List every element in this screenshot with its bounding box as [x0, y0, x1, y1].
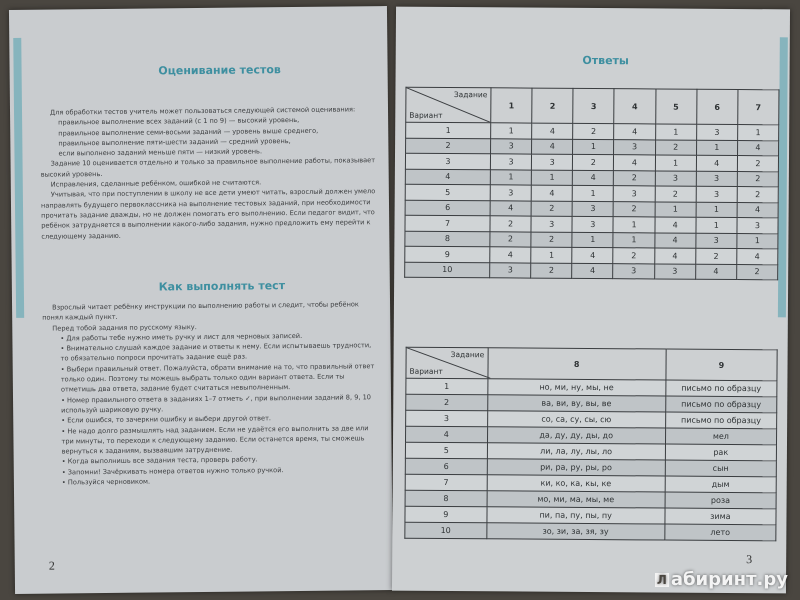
variant-cell: 7: [405, 215, 490, 231]
answers-table-2: [404, 347, 777, 542]
answer-cell: 4: [737, 140, 778, 156]
variant-cell: 8: [405, 490, 487, 507]
answer-cell: 4: [490, 247, 531, 263]
answer-cell: 3: [490, 154, 531, 170]
list-item: правильное выполнение всех заданий (с 1 по 9) — высокий уровень,: [58, 116, 300, 127]
answer-cell: ки, ко, ка, кы, ке: [487, 475, 665, 492]
header-variant-label: Вариант: [409, 110, 443, 120]
answer-cell: письмо по образцу: [665, 412, 776, 429]
answer-cell: 1: [696, 202, 737, 218]
watermark-badge: Л: [655, 573, 669, 587]
answer-cell: 1: [737, 233, 778, 249]
answers-table-1: [404, 87, 779, 281]
answer-cell: 1: [613, 232, 654, 248]
answer-cell: 2: [655, 139, 696, 155]
column-header: 4: [614, 89, 655, 124]
list-item: • Выбери правильный ответ. Пожалуйста, обрати внимание на то, что правильный ответ только один. Поэтому ты можешь выбрать только один вариант ответа. Если ты отметишь два ответа, задание будет считаться невыполненным.: [60, 361, 375, 394]
paragraph: Исправления, сделанные ребёнком, ошибкой не считаются.: [50, 178, 262, 189]
answer-cell: 1: [573, 139, 614, 155]
answer-cell: 3: [613, 263, 654, 279]
answer-cell: ли, ла, лу, лы, ло: [487, 443, 665, 460]
answer-cell: мо, ми, ма, мы, ме: [487, 491, 665, 508]
answer-cell: 4: [573, 170, 614, 186]
answer-cell: 2: [490, 231, 531, 247]
answer-cell: 3: [737, 218, 778, 234]
answer-cell: да, ду, ду, ды, до: [487, 427, 665, 444]
answer-cell: 4: [737, 249, 778, 265]
paragraph: Для обработки тестов учитель может пользоваться следующей системой оценивания:: [49, 105, 356, 117]
table-row: [405, 262, 778, 280]
answer-cell: 1: [572, 185, 613, 201]
grading-text: [40, 104, 379, 241]
column-header: 6: [696, 89, 737, 124]
variant-cell: 2: [406, 394, 488, 411]
answer-cell: 3: [572, 201, 613, 217]
answer-cell: 4: [695, 264, 736, 280]
answer-cell: 3: [696, 233, 737, 249]
answer-cell: рак: [665, 444, 776, 461]
page-number: 3: [746, 552, 753, 567]
left-accent-bar: [13, 38, 24, 318]
variant-cell: 9: [405, 246, 490, 262]
answer-cell: письмо по образцу: [666, 380, 777, 397]
answer-cell: 3: [572, 216, 613, 232]
variant-cell: 3: [405, 153, 490, 169]
table-row: [405, 522, 776, 541]
variant-cell: 6: [405, 458, 487, 475]
answer-cell: 1: [613, 217, 654, 233]
answer-cell: со, са, су, сы, сю: [487, 411, 665, 428]
answer-cell: ри, ра, ру, ры, ро: [487, 459, 665, 476]
variant-cell: 9: [405, 506, 487, 523]
answer-cell: 1: [491, 123, 532, 139]
answer-cell: 1: [490, 169, 531, 185]
header-task-label: Задание: [453, 90, 488, 100]
variant-cell: 4: [406, 426, 488, 443]
table-corner-header: [406, 347, 488, 379]
answer-cell: 3: [490, 262, 531, 278]
answer-cell: 4: [531, 185, 572, 201]
variant-cell: 8: [405, 231, 490, 247]
variant-cell: 7: [405, 474, 487, 491]
answer-cell: 4: [532, 139, 573, 155]
answer-cell: 3: [655, 170, 696, 186]
answer-cell: 1: [655, 155, 696, 171]
watermark-text: абиринт.ру: [670, 569, 788, 590]
list-item: • Номер правильного ответа в заданиях 1–7 отметь ✓, при выполнении заданий 8, 9, 10 используй шариковую ручку.: [60, 392, 371, 415]
answer-cell: 4: [654, 248, 695, 264]
answer-cell: 2: [614, 170, 655, 186]
answer-cell: 4: [614, 124, 655, 140]
list-item: • Запомни! Зачёркивать номера ответов нужно только ручкой.: [61, 465, 284, 477]
answer-cell: 3: [491, 138, 532, 154]
answer-cell: 4: [572, 247, 613, 263]
column-header: 7: [738, 90, 779, 125]
list-item: правильное выполнение пяти-шести заданий — средний уровень,: [58, 136, 291, 148]
variant-cell: 10: [405, 522, 487, 539]
answer-cell: ва, ви, ву, вы, ве: [487, 395, 665, 412]
right-accent-bar: [778, 37, 788, 317]
answer-cell: 2: [737, 156, 778, 172]
table-corner-header: [406, 87, 491, 123]
column-header: 8: [488, 348, 666, 380]
answer-cell: 2: [737, 171, 778, 187]
variant-cell: 10: [405, 262, 490, 278]
answer-cell: 2: [573, 123, 614, 139]
answer-cell: 2: [490, 216, 531, 232]
answer-cell: 1: [696, 140, 737, 156]
header-variant-label: Вариант: [409, 366, 443, 376]
variant-cell: 2: [406, 138, 491, 154]
answer-cell: 3: [654, 263, 695, 279]
answer-cell: 1: [531, 170, 572, 186]
variant-cell: 6: [405, 200, 490, 216]
column-header: 9: [666, 349, 778, 381]
answer-cell: сын: [665, 460, 776, 477]
variant-cell: 3: [406, 410, 488, 427]
header-task-label: Задание: [450, 350, 485, 360]
answer-cell: 4: [572, 263, 613, 279]
answer-cell: 3: [696, 124, 737, 140]
howto-text: [42, 299, 382, 488]
answer-cell: 1: [572, 232, 613, 248]
howto-title: Как выполнять тест: [158, 279, 286, 294]
answer-cell: 4: [655, 217, 696, 233]
answer-cell: 3: [696, 171, 737, 187]
paragraph: Взрослый читает ребёнку инструкции по выполнению работы и следит, чтобы ребёнок понял каждый пункт.: [42, 300, 359, 322]
left-page-title: Оценивание тестов: [158, 63, 281, 78]
watermark-logo: [655, 569, 788, 590]
list-item: • Не надо долго размышлять над заданием. Если не удаётся его выполнить за две или три минуты, то переходи к следующему заданию. Если останется время, ты сможешь вернуться к заданиям, вызвавшим затруднение.: [61, 423, 369, 456]
answer-cell: 3: [614, 139, 655, 155]
variant-cell: 5: [405, 442, 487, 459]
list-item: если выполнено заданий меньше пяти — низкий уровень.: [58, 147, 263, 158]
list-item: • Пользуйся черновиком.: [61, 477, 151, 487]
column-header: 5: [655, 89, 696, 124]
left-page: [9, 6, 393, 594]
answer-cell: 3: [531, 216, 572, 232]
answer-cell: 2: [695, 248, 736, 264]
answer-cell: 2: [655, 186, 696, 202]
list-item: • Если ошибся, то зачеркни ошибку и выбери другой ответ.: [61, 414, 272, 425]
list-item: • Внимательно слушай каждое задание и ответы к нему. Если испытываешь трудности, то обязательно попроси прочитать задание ещё раз.: [60, 341, 372, 363]
answers-title: Ответы: [582, 53, 629, 68]
answer-cell: 2: [737, 187, 778, 203]
answer-cell: 3: [490, 185, 531, 201]
answer-cell: 4: [696, 155, 737, 171]
answer-cell: 4: [532, 123, 573, 139]
variant-cell: 5: [405, 184, 490, 200]
answer-cell: 2: [736, 264, 777, 280]
list-item: • Для работы тебе нужно иметь ручку и лист для черновых записей.: [60, 331, 303, 343]
answer-cell: 2: [573, 154, 614, 170]
variant-cell: 1: [406, 378, 488, 395]
column-header: 2: [532, 88, 573, 123]
answer-cell: 3: [532, 154, 573, 170]
answer-cell: 2: [531, 232, 572, 248]
answer-cell: 3: [614, 186, 655, 202]
answer-cell: 1: [737, 125, 778, 141]
paragraph: Перед тобой задания по русскому языку.: [52, 322, 197, 333]
answer-cell: письмо по образцу: [665, 396, 776, 413]
answer-cell: 2: [531, 263, 572, 279]
column-header: 3: [573, 88, 614, 123]
answer-cell: зо, зи, за, зя, зу: [486, 523, 664, 540]
variant-cell: 4: [405, 169, 490, 185]
answer-cell: роза: [665, 492, 776, 509]
variant-cell: 1: [406, 122, 491, 138]
column-header: 1: [491, 88, 532, 123]
answer-cell: мел: [665, 428, 776, 445]
answer-cell: но, ми, ну, мы, не: [487, 379, 665, 396]
answer-cell: 2: [613, 248, 654, 264]
answer-cell: 3: [696, 186, 737, 202]
paragraph: Учитывая, что при поступлении в школу не все дети умеют читать, взрослый должен умело направлять будущего первоклассника на выполнение тестовых заданий, при необходимости прочитать задание дважды, но не должен помогать его выполнению. Если педагог видит, что ребёнок затрудняется в выполнении какого-либо задания, нужно предложить ему перейти к следующему заданию.: [40, 187, 376, 241]
answer-cell: зима: [665, 508, 776, 525]
answer-cell: 1: [655, 201, 696, 217]
answer-cell: 1: [655, 124, 696, 140]
answer-cell: 1: [696, 217, 737, 233]
answer-cell: 2: [614, 201, 655, 217]
answer-cell: 1: [531, 247, 572, 263]
answer-cell: 2: [531, 201, 572, 217]
right-page: [392, 7, 790, 594]
paragraph: Задание 10 оценивается отдельно и только за правильное выполнение работы, показывает высокий уровень.: [40, 156, 376, 179]
answer-cell: 4: [654, 232, 695, 248]
list-item: • Когда выполнишь все задания теста, проверь работу.: [61, 455, 258, 466]
answer-cell: лето: [665, 524, 776, 541]
page-number: 2: [48, 558, 55, 573]
answer-cell: дым: [665, 476, 776, 493]
list-item: правильное выполнение семи-восьми заданий — уровень выше среднего,: [58, 126, 319, 138]
answer-cell: 4: [614, 155, 655, 171]
answer-cell: 4: [490, 200, 531, 216]
answer-cell: 4: [737, 202, 778, 218]
answer-cell: пи, па, пу, пы, пу: [487, 507, 665, 524]
